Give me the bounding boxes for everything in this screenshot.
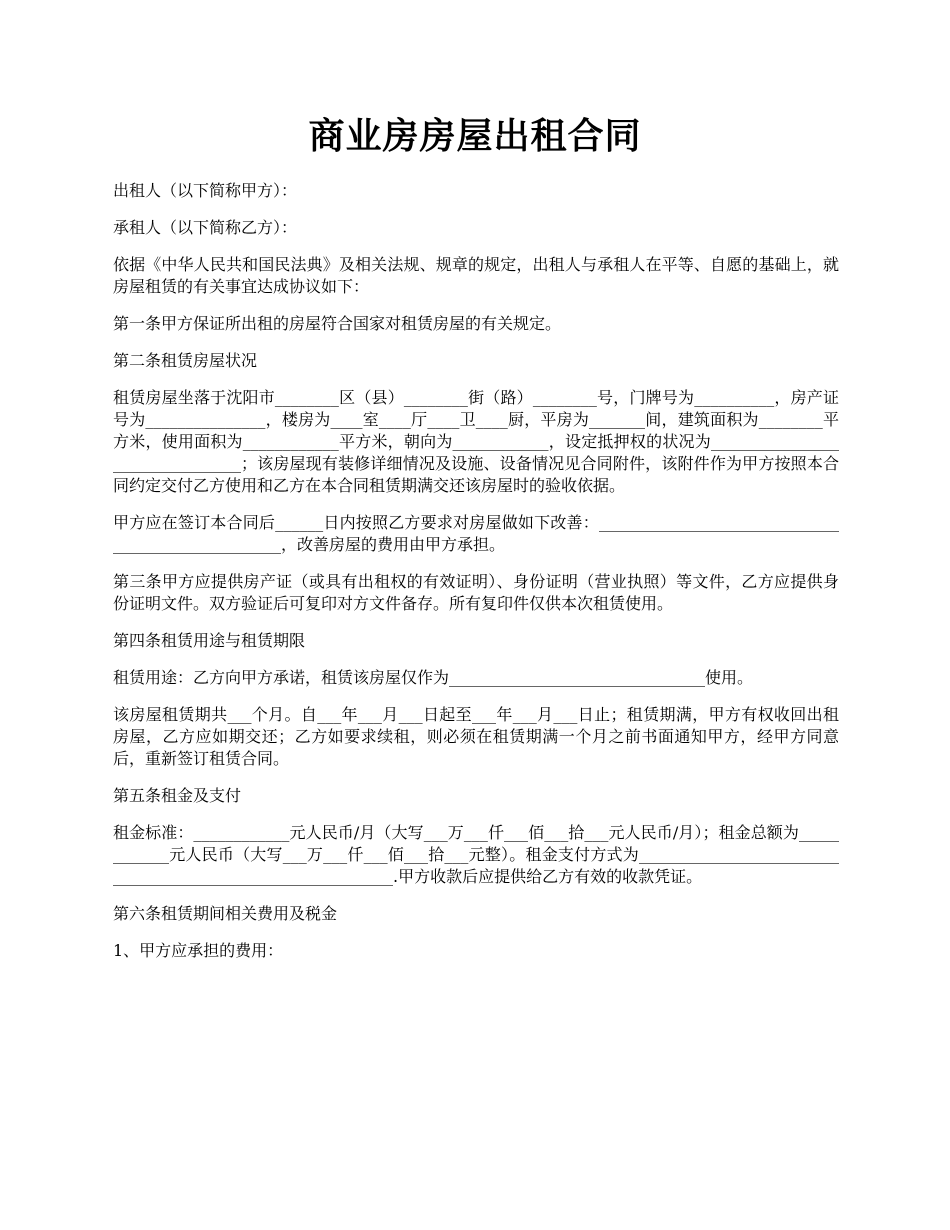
paragraph-lease-purpose: 租赁用途：乙方向甲方承诺，租赁该房屋仅作为________________________________使用。 xyxy=(113,668,754,687)
paragraph-article-1: 第一条甲方保证所出租的房屋符合国家对租赁房屋的有关规定。 xyxy=(113,314,562,333)
document-title: 商业房房屋出租合同 xyxy=(308,115,642,157)
paragraph-preamble: 依据《中华人民共和国民法典》及相关法规、规章的规定，出租人与承租人在平等、自愿的基础上，就房屋租赁的有关事宜达成协议如下： xyxy=(113,255,839,296)
document-body xyxy=(113,180,839,977)
paragraph-article-3: 第三条甲方应提供房产证（或具有出租权的有效证明）、身份证明（营业执照）等文件，乙方应提供身份证明文件。双方验证后可复印对方文件备存。所有复印件仅供本次租赁使用。 xyxy=(113,572,839,613)
paragraph-lessor: 出租人（以下简称甲方）： xyxy=(113,181,298,200)
paragraph-rent-standard: 租金标准：____________元人民币/月（大写___万___仟___佰___拾___元人民币/月）；租金总额为____________元人民币（大写___万___仟___佰___拾___元整）。租金支付方式为____________________________________________________________.甲方收款后应提供给乙方有效的收款凭证。 xyxy=(113,823,839,886)
paragraph-lease-term: 该房屋租赁期共___个月。自___年___月___日起至___年___月___日止；租赁期满，甲方有权收回出租房屋，乙方应如期交还；乙方如要求续租，则必须在租赁期满一个月之前书面通知甲方，经甲方同意后，重新签订租赁合同。 xyxy=(113,705,839,768)
paragraph-improvements: 甲方应在签订本合同后______日内按照乙方要求对房屋做如下改善：___________________________________________________，改善房屋的费用由甲方承担。 xyxy=(113,513,839,554)
paragraph-article-4-heading: 第四条租赁用途与租赁期限 xyxy=(113,631,306,650)
paragraph-lessor-fees: 1、甲方应承担的费用： xyxy=(113,941,284,960)
paragraph-property-details: 租赁房屋坐落于沈阳市________区（县）________街（路）________号，门牌号为__________，房产证号为_______________，楼房为____室____厅____卫____厨，平房为_______间，建筑面积为________平方米，使用面积为____________平方米，朝向为____________，设定抵押权的状况为________________________________；该房屋现有装修详细情况及设施、设备情况见合同附件，该附件作为甲方按照本合同约定交付乙方使用和乙方在本合同租赁期满交还该房屋时的验收依据。 xyxy=(113,388,839,495)
paragraph-lessee: 承租人（以下简称乙方）： xyxy=(113,218,298,237)
paragraph-article-6-heading: 第六条租赁期间相关费用及税金 xyxy=(113,904,338,923)
paragraph-article-5-heading: 第五条租金及支付 xyxy=(113,786,242,805)
paragraph-article-2-heading: 第二条租赁房屋状况 xyxy=(113,351,258,370)
